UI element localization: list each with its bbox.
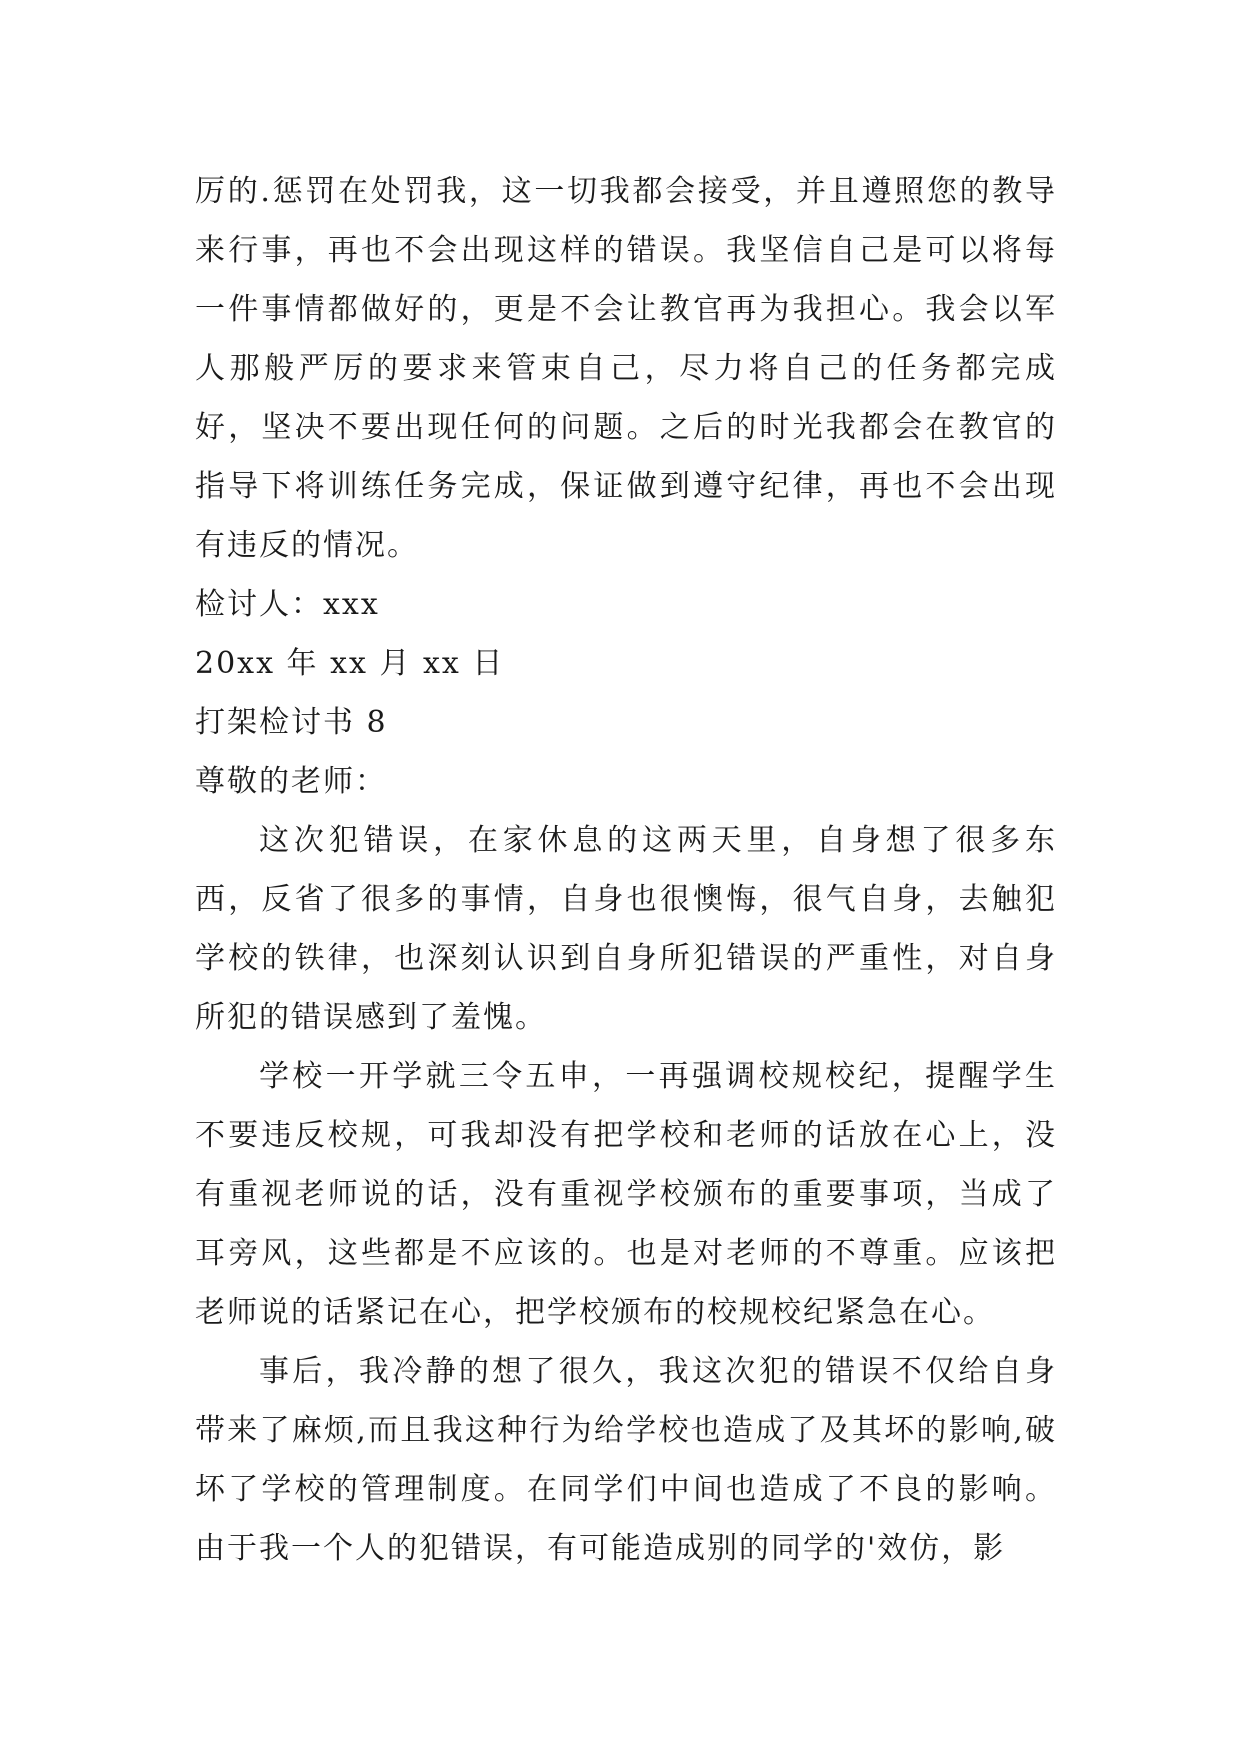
date-line: 20xx 年 xx 月 xx 日	[195, 646, 505, 681]
paragraph-3: 事后，我冷静的想了很久，我这次犯的错误不仅给自身带来了麻烦,而且我这种行为给学校也造成了及其坏的影响,破坏了学校的管理制度。在同学们中间也造成了不良的影响。由于我一个人的犯错误，有可能造成别的同学的'效仿，影	[195, 1354, 1057, 1566]
paragraph-continuation: 厉的.惩罚在处罚我，这一切我都会接受，并且遵照您的教导来行事，再也不会出现这样的错误。我坚信自己是可以将每一件事情都做好的，更是不会让教官再为我担心。我会以军人那般严厉的要求来管束自己，尽力将自己的任务都完成好，坚决不要出现任何的问题。之后的时光我都会在教官的指导下将训练任务完成，保证做到遵守纪律，再也不会出现有违反的情况。	[195, 174, 1057, 563]
document-title: 打架检讨书 8	[195, 705, 388, 740]
document-body	[195, 162, 1057, 1578]
greeting-line: 尊敬的老师：	[195, 764, 387, 799]
paragraph-2: 学校一开学就三令五申，一再强调校规校纪，提醒学生不要违反校规，可我却没有把学校和老师的话放在心上，没有重视老师说的话，没有重视学校颁布的重要事项，当成了耳旁风，这些都是不应该的。也是对老师的不尊重。应该把老师说的话紧记在心，把学校颁布的校规校纪紧急在心。	[195, 1059, 1057, 1330]
paragraph-1: 这次犯错误，在家休息的这两天里，自身想了很多东西，反省了很多的事情，自身也很懊悔，很气自身，去触犯学校的铁律，也深刻认识到自身所犯错误的严重性，对自身所犯的错误感到了羞愧。	[195, 823, 1057, 1035]
signature-line: 检讨人：xxx	[195, 587, 380, 622]
